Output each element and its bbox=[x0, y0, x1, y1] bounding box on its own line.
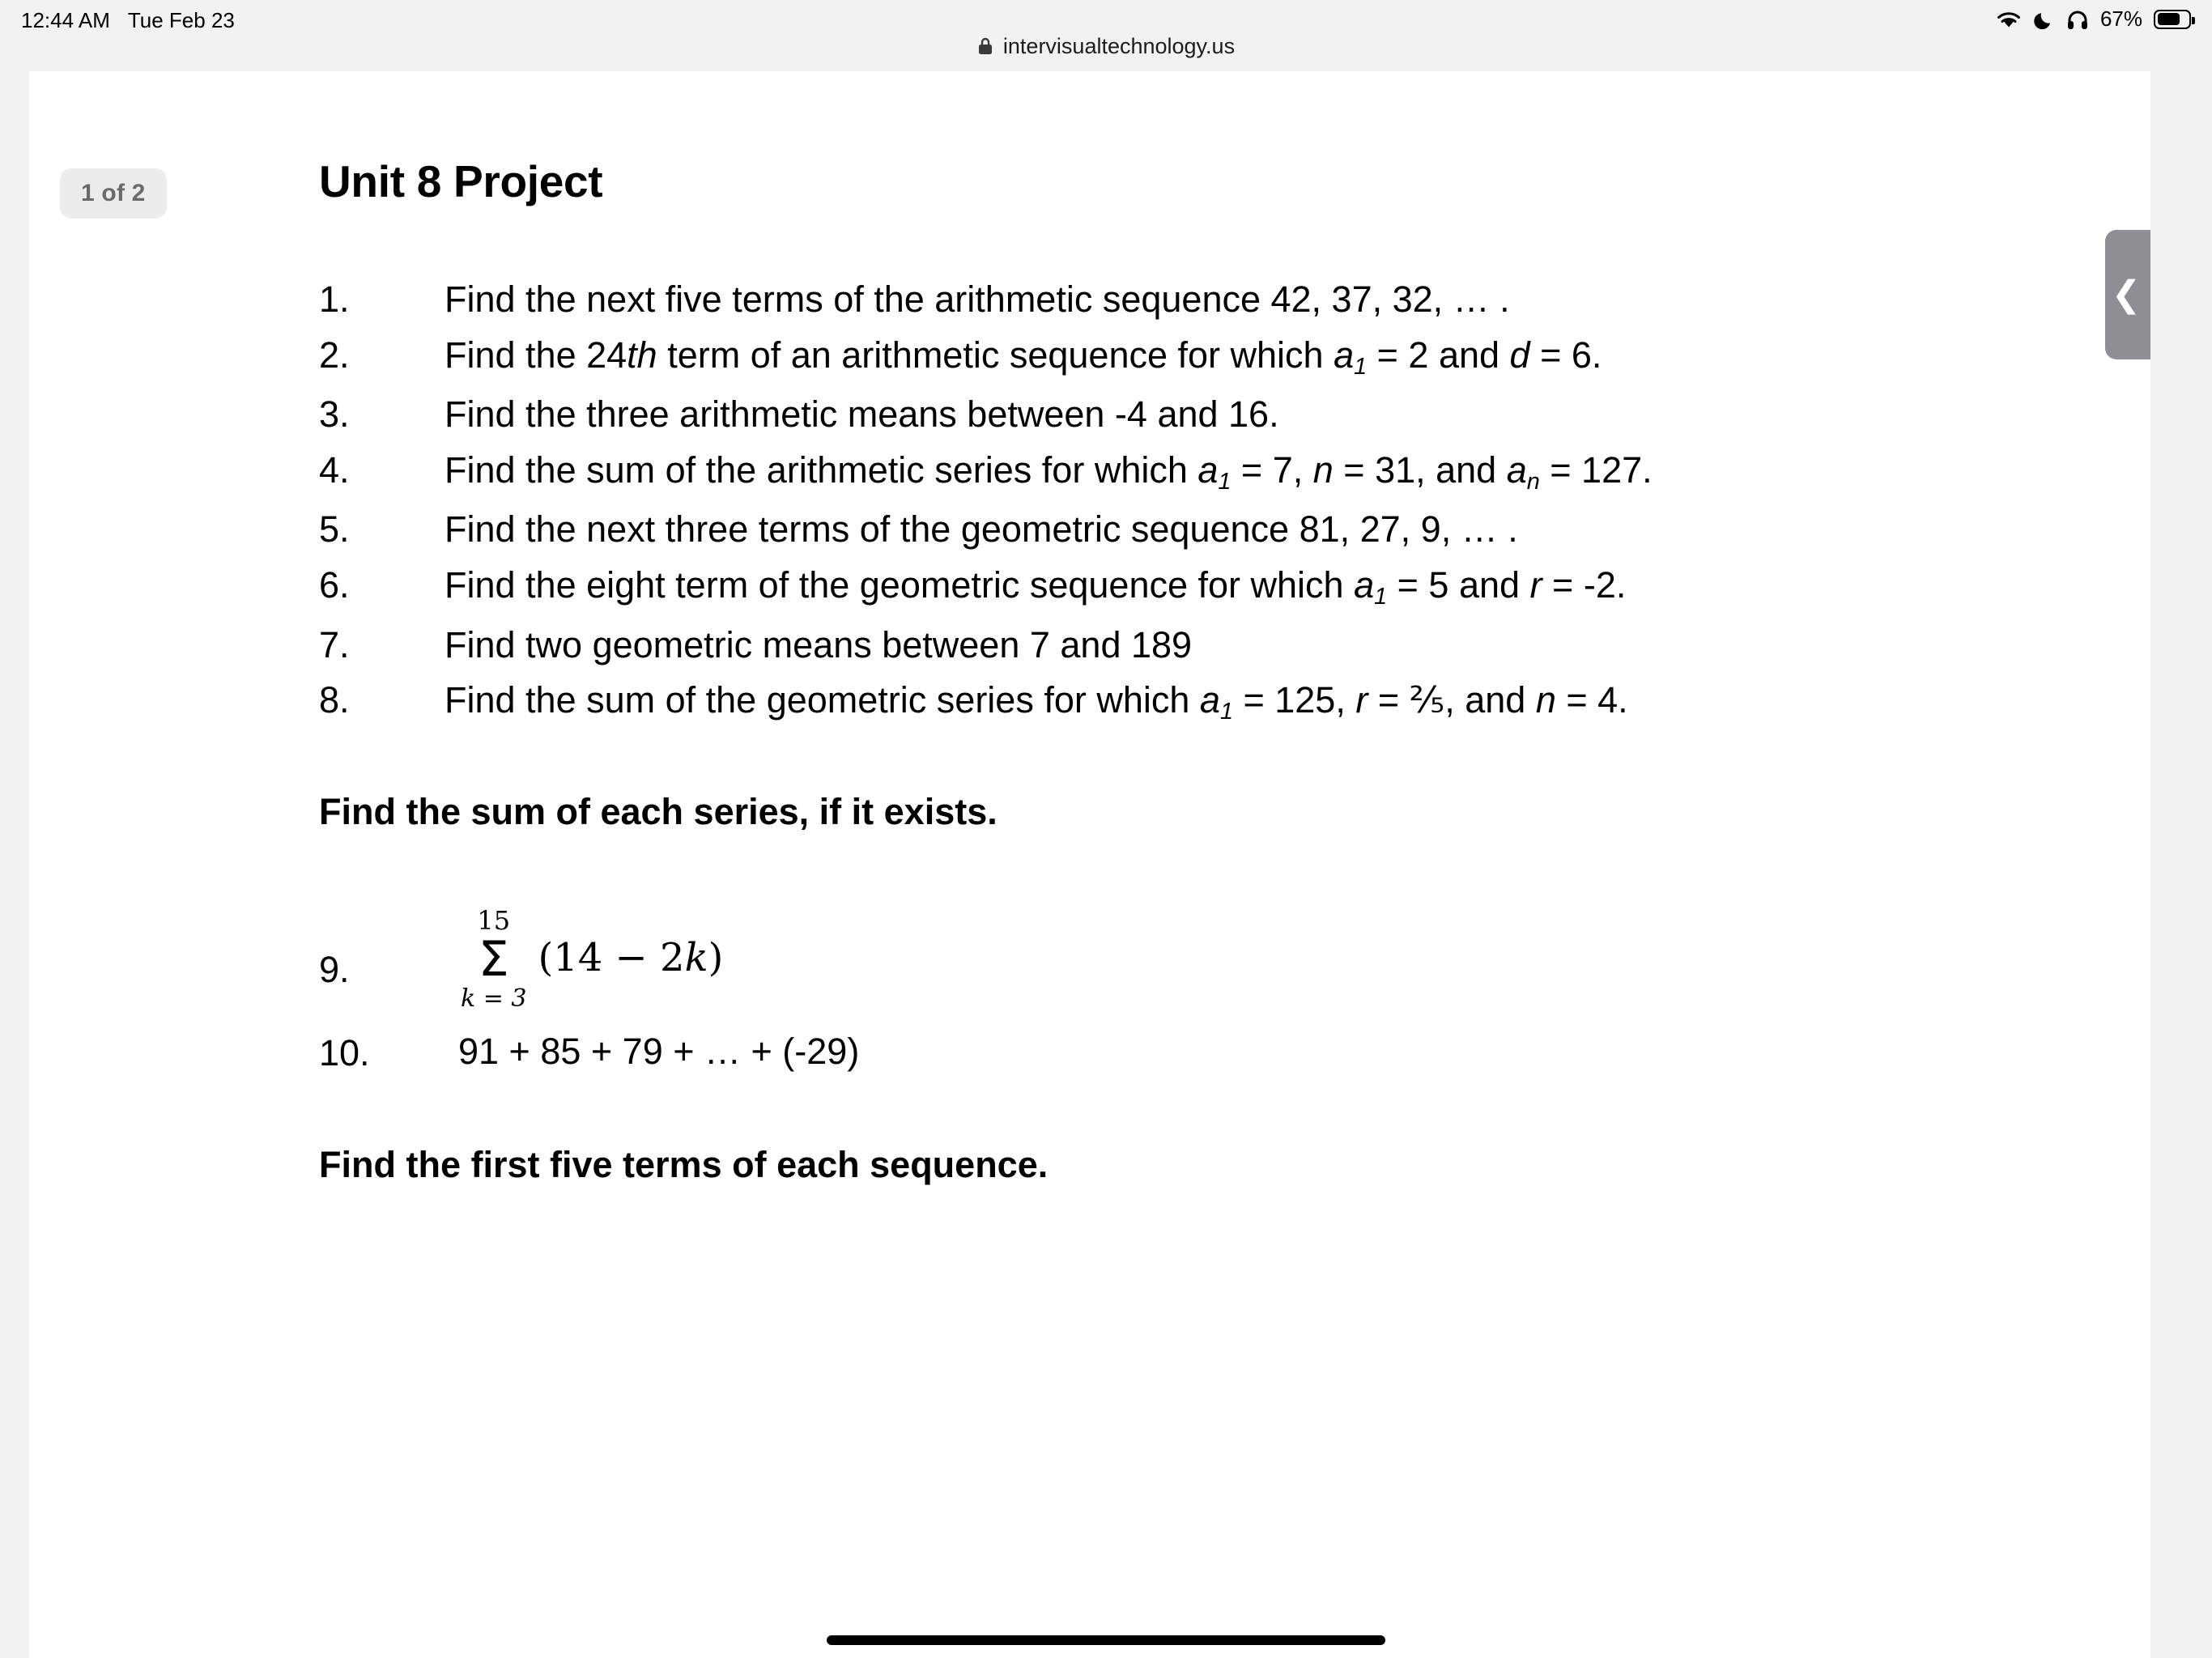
question-number: 4. bbox=[319, 449, 350, 491]
list-item bbox=[319, 336, 2149, 380]
sidebar-toggle-handle[interactable] bbox=[2105, 230, 2150, 359]
list-item bbox=[319, 451, 2149, 495]
chevron-left-icon: ❮ bbox=[2111, 274, 2142, 314]
question-text: Find the next five terms of the arithmetic sequence 42, 37, 32, … . bbox=[445, 278, 1510, 320]
list-item bbox=[319, 280, 2149, 320]
section-heading-sum-of-series: Find the sum of each series, if it exists. bbox=[319, 790, 998, 832]
page-title: Unit 8 Project bbox=[319, 156, 603, 206]
battery-percent-label: 67% bbox=[2099, 6, 2142, 31]
document-viewer bbox=[29, 71, 2150, 1658]
summation-lower-limit: k = 3 bbox=[461, 984, 527, 1013]
summation-problem bbox=[319, 904, 2149, 1013]
lock-icon bbox=[977, 36, 993, 56]
list-item bbox=[319, 623, 2149, 665]
question-text: Find two geometric means between 7 and 189 bbox=[445, 623, 1193, 665]
page-indicator: 1 of 2 bbox=[60, 168, 167, 219]
summation-body: (14 − 2k) bbox=[538, 934, 724, 980]
question-text: Find the 24th term of an arithmetic sequence for which $a_1 = 2$ and d = 6. bbox=[445, 334, 1602, 380]
status-time: 12:44 AM bbox=[21, 8, 110, 32]
question-text: Find the sum of the arithmetic series for which $a_1 = 7$, n = 31, and $a_n = 127$. bbox=[445, 449, 1653, 495]
list-item bbox=[319, 563, 2149, 610]
question-list bbox=[319, 280, 2149, 725]
question-number: 6. bbox=[319, 563, 350, 606]
question-text: Find the three arithmetic means between -4 and 16. bbox=[445, 393, 1279, 436]
question-number: 8. bbox=[319, 679, 350, 721]
status-date: Tue Feb 23 bbox=[127, 8, 235, 32]
section-heading-first-five-terms: Find the first five terms of each sequence. bbox=[319, 1143, 1049, 1185]
summation-upper-limit: 15 bbox=[477, 904, 511, 936]
question-number: 5. bbox=[319, 508, 350, 551]
sigma-icon bbox=[461, 904, 527, 1013]
worksheet-content bbox=[319, 89, 2149, 1186]
question-number: 2. bbox=[319, 334, 350, 376]
question-text: Find the next three terms of the geometric sequence 81, 27, 9, … . bbox=[445, 508, 1518, 551]
question-number: 1. bbox=[319, 278, 350, 320]
sigma-glyph: Σ bbox=[478, 930, 509, 988]
question-text: Find the sum of the geometric series for which $a_1 = 125$, r = ⅖, and n = 4. bbox=[445, 679, 1628, 725]
list-item bbox=[319, 1032, 2149, 1074]
list-item bbox=[319, 510, 2149, 550]
question-text: Find the eight term of the geometric sequence for which $a_1 = 5$ and r = -2. bbox=[445, 563, 1627, 610]
home-indicator[interactable] bbox=[827, 1635, 1385, 1645]
address-bar-host: intervisualtechnology.us bbox=[1002, 33, 1236, 58]
question-number: 3. bbox=[319, 393, 350, 436]
address-bar[interactable] bbox=[0, 24, 2212, 68]
question-number: 7. bbox=[319, 623, 350, 665]
question-number: 9. bbox=[319, 948, 350, 990]
list-item bbox=[319, 681, 2149, 725]
question-number: 10. bbox=[319, 1031, 370, 1073]
list-item bbox=[319, 395, 2149, 435]
question-text: 91 + 85 + 79 + … + (-29) bbox=[458, 1030, 860, 1072]
summation-expression bbox=[461, 904, 724, 1013]
